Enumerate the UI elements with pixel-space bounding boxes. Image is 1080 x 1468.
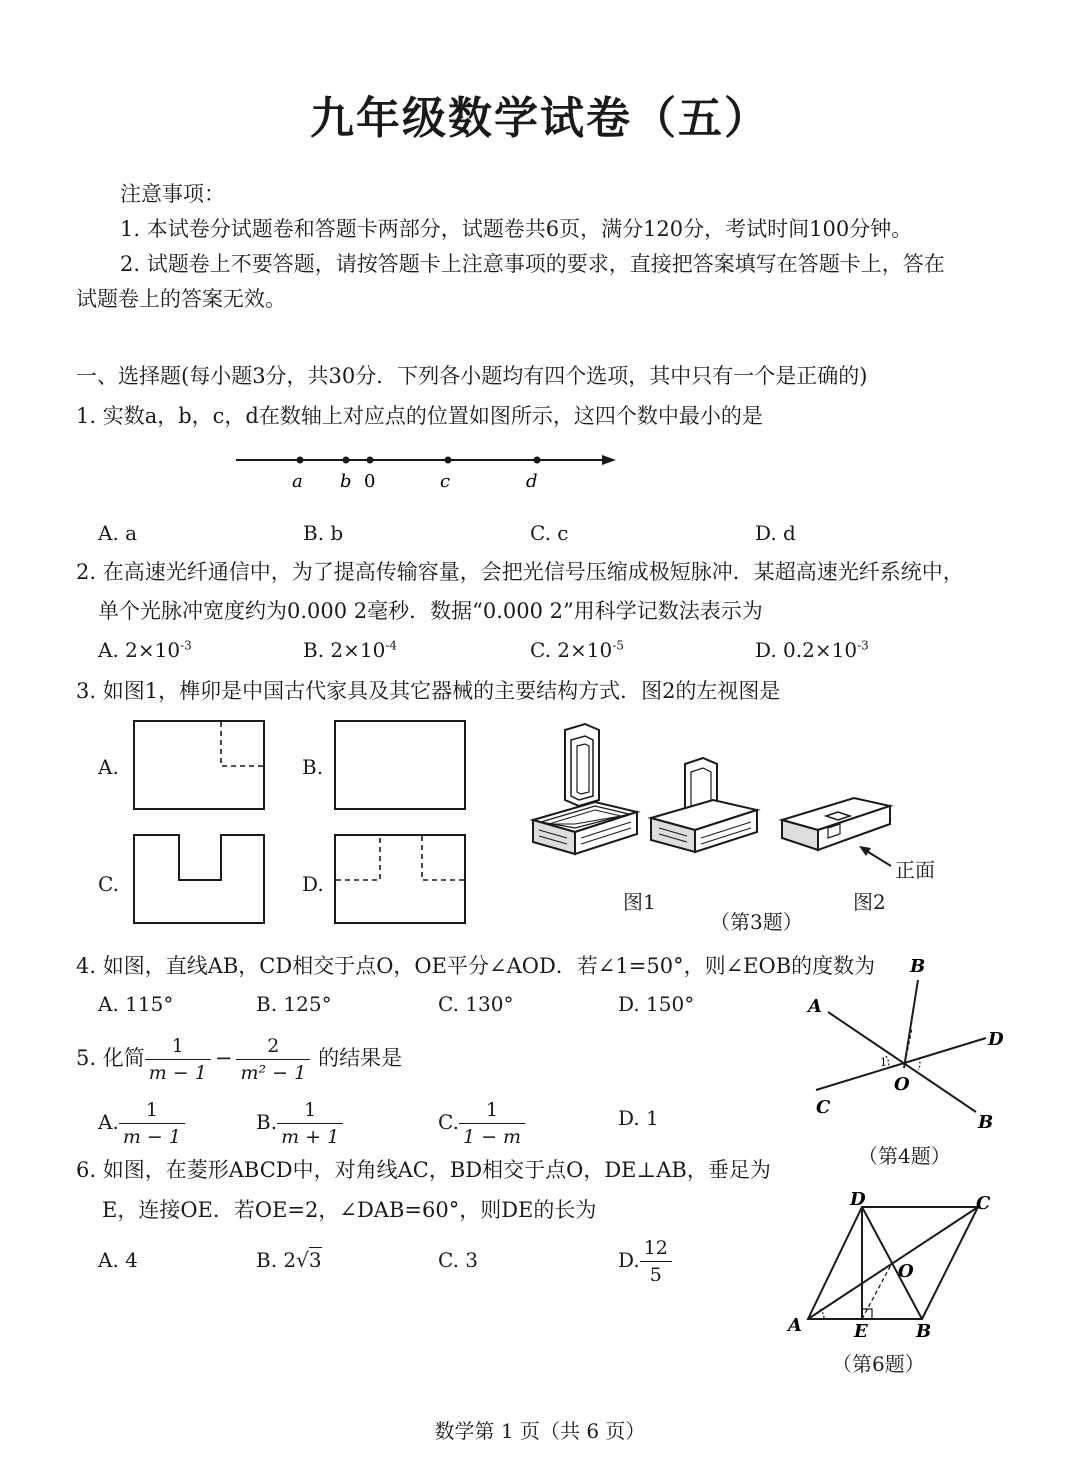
page-title: 九年级数学试卷（五）	[310, 93, 770, 144]
page-footer: 数学第 1 页（共 6 页）	[434, 1419, 646, 1443]
q2-option-d: D. $0.2\times 10^{-3}$	[755, 638, 869, 662]
q1-option-d: D. d	[755, 521, 796, 545]
q6-stem-line-1: 6. 如图，在菱形ABCD中，对角线AC，BD相交于点O，DE⊥AB，垂足为	[76, 1158, 771, 1182]
q6-rhombus-figure	[780, 1185, 1000, 1350]
q4-point-a: A	[808, 996, 822, 1017]
q3-option-c-label: C.	[98, 872, 119, 896]
q3-option-c-figure	[133, 834, 265, 924]
q2-stem-line-1: 2. 在高速光纤通信中，为了提高传输容量，会把光信号压缩成极短脉冲．某超高速光纤系统中，	[76, 560, 964, 584]
q6-point-e: E	[854, 1321, 868, 1342]
notice-item-1: 1. 本试卷分试题卷和答题卡两部分，试题卷共6页，满分120分，考试时间100分钟。	[120, 217, 913, 241]
q4-angle-1: 1	[880, 1056, 887, 1069]
q2-option-a: A. $2\times 10^{-3}$	[98, 638, 192, 662]
q4-point-c: C	[816, 1097, 831, 1118]
q1-stem: 1. 实数a，b，c，d在数轴上对应点的位置如图所示，这四个数中最小的是	[76, 404, 763, 428]
q6-stem-line-2: E，连接OE．若OE=2，∠DAB=60°，则DE的长为	[102, 1198, 597, 1222]
axis-label-b: b	[340, 471, 352, 492]
q6-point-d: D	[850, 1189, 866, 1210]
q2-option-b: B. $2\times 10^{-4}$	[303, 638, 398, 662]
number-line	[230, 445, 620, 495]
q6-option-c: C. 3	[438, 1248, 479, 1272]
fig1-label: 图1	[623, 890, 656, 914]
q3-stem: 3. 如图1，榫卯是中国古代家具及其它器械的主要结构方式．图2的左视图是	[76, 679, 781, 703]
q3-option-d-figure	[334, 834, 466, 924]
q4-option-d: D. 150°	[618, 992, 695, 1016]
notice-item-2-line-2: 试题卷上的答案无效。	[76, 287, 286, 311]
q4-caption: （第4题）	[858, 1144, 951, 1168]
q6-caption: （第6题）	[832, 1352, 925, 1376]
q1-option-c: C. c	[530, 521, 569, 545]
q6-option-d: D. $\frac{12}{5}$	[618, 1232, 672, 1288]
notice-heading: 注意事项：	[120, 182, 225, 206]
q6-point-b: B	[916, 1321, 932, 1342]
q4-point-b-top: B	[910, 956, 926, 977]
q3-option-a-figure	[133, 720, 265, 810]
q5-option-b: B. $\frac{1}{m + 1}$	[256, 1094, 343, 1150]
notice-item-2-line-1: 2. 试题卷上不要答题，请按答题卡上注意事项的要求，直接把答案填写在答题卡上，答在	[120, 252, 945, 276]
q4-option-a: A. 115°	[98, 992, 174, 1016]
q6-option-b: B. 2√3	[256, 1248, 322, 1272]
q5-stem: 5. 化简 $\frac{1}{m - 1}$ − $\frac{2}{\text{m² − 1}}$ 的结果是	[76, 1035, 403, 1084]
q4-option-b: B. 125°	[256, 992, 332, 1016]
q2-option-c: C. $2\times 10^{-5}$	[530, 638, 624, 662]
q4-option-c: C. 130°	[438, 992, 514, 1016]
q4-stem: 4. 如图，直线AB，CD相交于点O，OE平分∠AOD．若∠1=50°，则∠EOB的度数为	[76, 954, 876, 978]
q5-option-a: A. $\frac{1}{m - 1}$	[98, 1094, 185, 1150]
q3-option-a-label: A.	[98, 755, 119, 779]
q2-stem-line-2: 单个光脉冲宽度约为0.000 2毫秒．数据“0.000 2”用科学记数法表示为	[98, 599, 763, 623]
q6-point-o: O	[898, 1261, 914, 1282]
front-label: 正面	[895, 858, 935, 882]
q1-option-a: A. a	[98, 521, 138, 545]
axis-label-a: a	[292, 471, 303, 492]
q3-option-b-label: B.	[302, 755, 324, 779]
q3-caption: （第3题）	[710, 910, 803, 934]
q5-option-d: D. 1	[618, 1106, 659, 1130]
axis-label-zero: 0	[364, 471, 376, 492]
q6-point-a: A	[788, 1315, 802, 1336]
axis-label-d: d	[526, 471, 538, 492]
section-heading: 一、选择题(每小题3分，共30分．下列各小题均有四个选项，其中只有一个是正确的)	[76, 364, 868, 388]
q4-point-b-bottom: B	[978, 1112, 994, 1133]
q4-point-d: D	[988, 1029, 1004, 1050]
fig2-label: 图2	[853, 890, 886, 914]
q3-option-b-figure	[334, 720, 466, 810]
q6-point-c: C	[976, 1193, 991, 1214]
q3-option-d-label: D.	[302, 872, 324, 896]
q4-point-o: O	[894, 1074, 910, 1095]
mortise-tenon-figure-1	[525, 720, 775, 880]
q4-intersecting-lines-figure	[800, 950, 1020, 1140]
axis-label-c: c	[440, 471, 451, 492]
q1-option-b: B. b	[303, 521, 344, 545]
front-direction-arrow-icon	[855, 842, 895, 872]
q5-option-c: C. $\frac{1}{1 - m}$	[438, 1094, 525, 1150]
q6-option-a: A. 4	[98, 1248, 138, 1272]
